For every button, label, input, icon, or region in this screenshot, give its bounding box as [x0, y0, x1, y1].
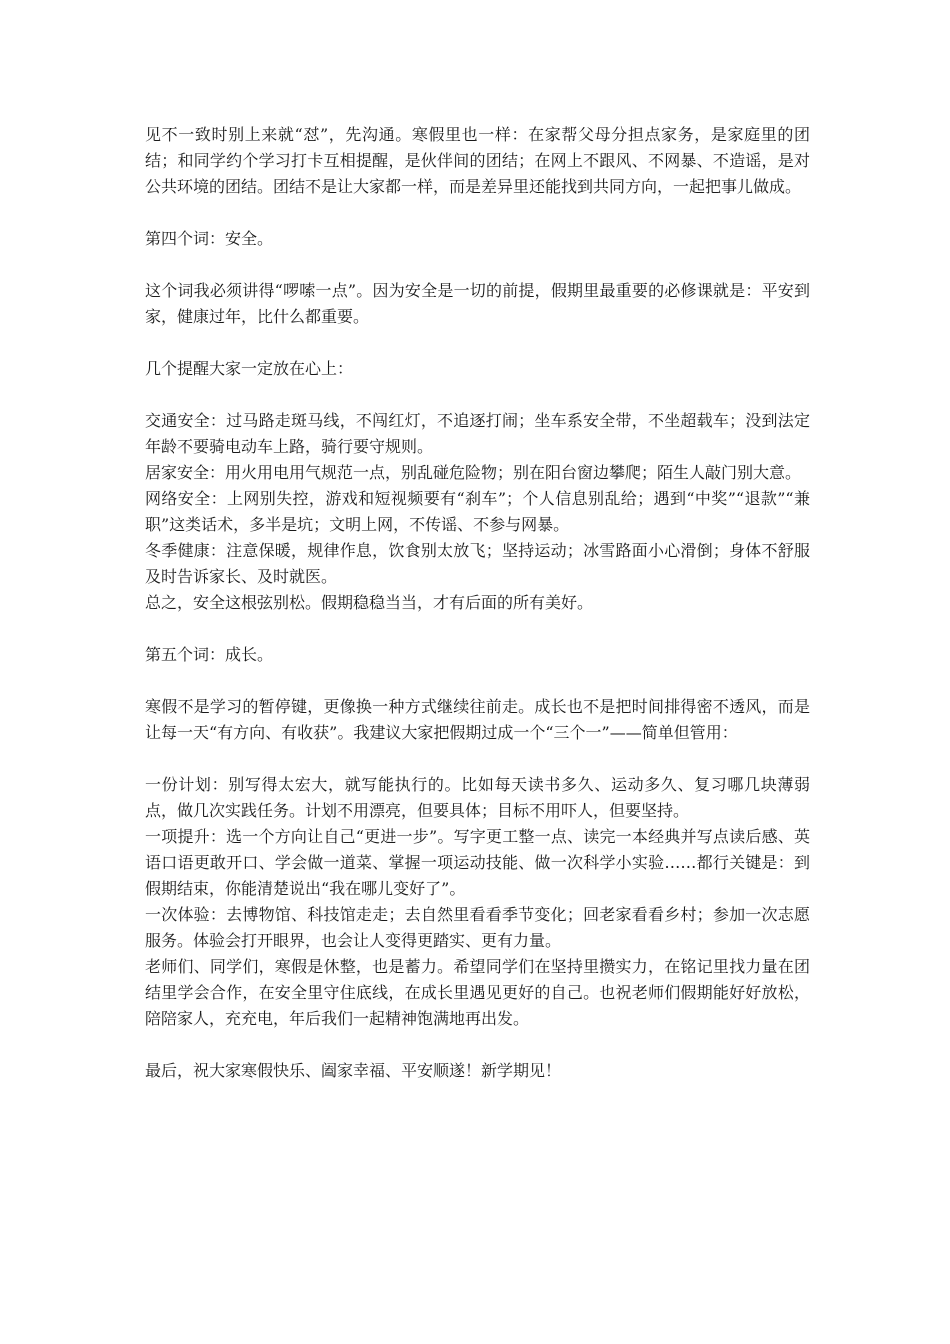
item-plan: 一份计划：别写得太宏大，就写能执行的。比如每天读书多久、运动多久、复习哪几块薄弱点，做几次实践任务。计划不用漂亮，但要具体；目标不用吓人，但要坚持。	[145, 775, 810, 820]
paragraph-gap	[145, 252, 810, 278]
paragraph-gap	[145, 746, 810, 772]
paragraph-gap	[145, 330, 810, 356]
paragraph-safety-summary: 总之，安全这根弦别松。假期稳稳当当，才有后面的所有美好。	[145, 593, 594, 612]
paragraph-closing: 最后，祝大家寒假快乐、阖家幸福、平安顺遂！新学期见！	[145, 1061, 562, 1080]
paragraph-gap	[145, 668, 810, 694]
paragraph-safety-intro: 这个词我必须讲得“啰嗦一点”。因为安全是一切的前提，假期里最重要的必修课就是：平安到家，健康过年，比什么都重要。	[145, 281, 810, 326]
paragraph-unity: 见不一致时别上来就“怼”，先沟通。寒假里也一样：在家帮父母分担点家务，是家庭里的团结；和同学约个学习打卡互相提醒，是伙伴间的团结；在网上不跟风、不网暴、不造谣，是对公共环境的团结。团结不是让大家都一样，而是差异里还能找到共同方向，一起把事儿做成。	[145, 125, 810, 196]
paragraph-wishes: 老师们、同学们，寒假是休整，也是蓄力。希望同学们在坚持里攒实力，在铭记里找力量在团结里学会合作，在安全里守住底线，在成长里遇见更好的自己。也祝老师们假期能好好放松，陪陪家人，充充电，年后我们一起精神饱满地再出发。	[145, 957, 810, 1028]
paragraph-growth-intro: 寒假不是学习的暂停键，更像换一种方式继续往前走。成长也不是把时间排得密不透风，而是让每一天“有方向、有收获”。我建议大家把假期过成一个“三个一”——简单但管用：	[145, 697, 810, 742]
paragraph-gap	[145, 382, 810, 408]
item-winter-health: 冬季健康：注意保暖，规律作息，饮食别太放飞；坚持运动；冰雪路面小心滑倒；身体不舒服及时告诉家长、及时就医。	[145, 541, 810, 586]
paragraph-reminders-lead: 几个提醒大家一定放在心上：	[145, 359, 354, 378]
item-experience: 一次体验：去博物馆、科技馆走走；去自然里看看季节变化；回老家看看乡村；参加一次志愿服务。体验会打开眼界，也会让人变得更踏实、更有力量。	[145, 905, 810, 950]
item-home-safety: 居家安全：用火用电用气规范一点，别乱碰危险物；别在阳台窗边攀爬；陌生人敲门别大意。	[145, 463, 802, 482]
item-internet-safety: 网络安全：上网别失控，游戏和短视频要有“刹车”；个人信息别乱给；遇到“中奖”“退款”“兼职”这类话术，多半是坑；文明上网，不传谣、不参与网暴。	[145, 489, 810, 534]
heading-safety: 第四个词：安全。	[145, 229, 274, 248]
item-traffic-safety: 交通安全：过马路走斑马线，不闯红灯，不追逐打闹；坐车系安全带，不坐超载车；没到法定年龄不要骑电动车上路，骑行要守规则。	[145, 411, 810, 456]
paragraph-gap	[145, 616, 810, 642]
document-body	[145, 122, 810, 1084]
heading-growth: 第五个词：成长。	[145, 645, 274, 664]
paragraph-gap	[145, 1032, 810, 1058]
item-improvement: 一项提升：选一个方向让自己“更进一步”。写字更工整一点、读完一本经典并写点读后感、英语口语更敢开口、学会做一道菜、掌握一项运动技能、做一次科学小实验……都行关键是：到假期结束，你能清楚说出“我在哪儿变好了”。	[145, 827, 810, 898]
paragraph-gap	[145, 200, 810, 226]
